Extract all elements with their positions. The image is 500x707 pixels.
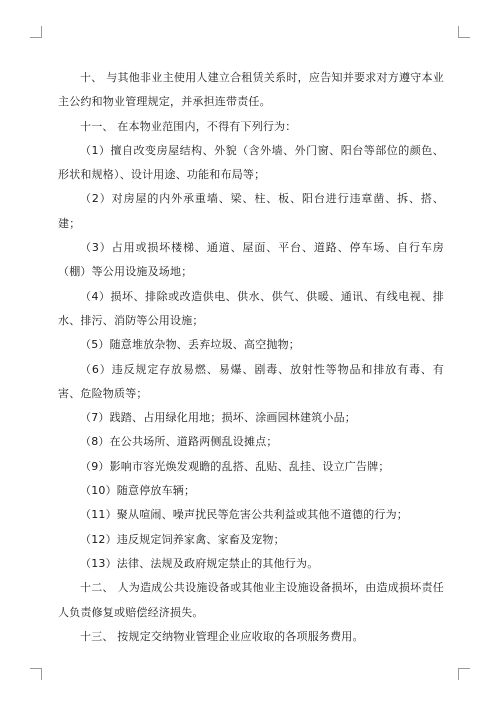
clause-11-item-10: （10）随意停放车辆； bbox=[80, 484, 196, 498]
crop-mark-bottom-left bbox=[30, 668, 42, 680]
clause-13: 十三、 按规定交纳物业管理企业应收取的各项服务费用。 bbox=[80, 629, 364, 643]
document-body bbox=[58, 66, 444, 649]
clause-12: 十二、 人为造成公共设施设备或其他业主设施设备损坏，由造成损坏责任人负责修复或赔偿经济损失。 bbox=[58, 581, 444, 619]
clause-11-item-4: （4）损坏、排除或改造供电、供水、供气、供暖、通讯、有线电视、排水、排污、消防等公用设施； bbox=[58, 289, 444, 327]
clause-11-item-12: （12）违反规定饲养家禽、家畜及宠物； bbox=[80, 532, 285, 546]
clause-11-item-7: （7）践踏、占用绿化用地；损坏、涂画园林建筑小品； bbox=[80, 411, 356, 425]
clause-11-item-2: （2）对房屋的内外承重墙、梁、柱、板、阳台进行违章凿、拆、搭、建； bbox=[58, 192, 444, 230]
crop-mark-top-right bbox=[458, 26, 470, 38]
clause-11-item-13: （13）法律、法规及政府规定禁止的其他行为。 bbox=[80, 556, 319, 570]
clause-10: 十、 与其他非业主使用人建立合租赁关系时，应告知并要求对方遵守本业主公约和物业管理规定，并承担连带责任。 bbox=[58, 71, 444, 109]
clause-11-item-1: （1）擅自改变房屋结构、外貌（含外墙、外门窗、阳台等部位的颜色、形状和规格）、设计用途、功能和布局等； bbox=[58, 143, 444, 182]
clause-11-item-5: （5）随意堆放杂物、丢弃垃圾、高空抛物； bbox=[80, 338, 300, 352]
clause-11-item-3: （3）占用或损坏楼梯、通道、屋面、平台、道路、停车场、自行车房（棚）等公用设施及场地； bbox=[58, 241, 444, 279]
clause-11-item-8: （8）在公共场所、道路两侧乱设摊点； bbox=[80, 435, 278, 449]
clause-11-item-6: （6）违反规定存放易燃、易爆、剧毒、放射性等物品和排放有毒、有害、危险物质等； bbox=[58, 362, 444, 400]
clause-11-item-9: （9）影响市容光焕发观瞻的乱搭、乱贴、乱挂、设立广告牌； bbox=[80, 459, 390, 473]
clause-11-heading: 十一、 在本物业范围内，不得有下列行为： bbox=[80, 119, 297, 133]
clause-11-item-11: （11）聚从喧闹、噪声扰民等危害公共利益或其他不道德的行为； bbox=[80, 508, 408, 522]
crop-mark-bottom-right bbox=[458, 668, 470, 680]
crop-mark-top-left bbox=[30, 26, 42, 38]
